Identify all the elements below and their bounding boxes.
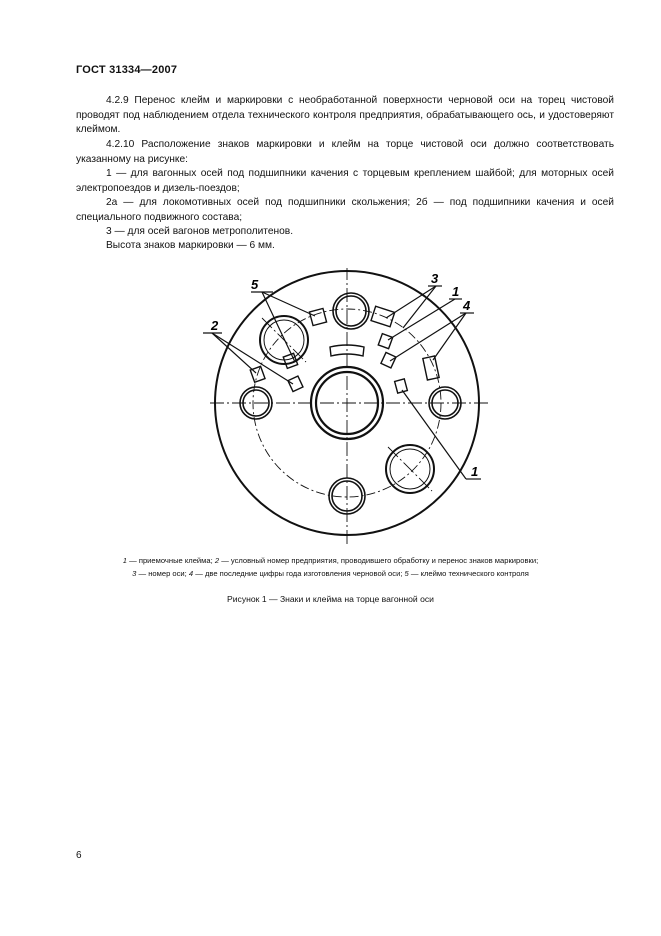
marking-acceptance-stamp-top [378, 334, 392, 349]
paragraph-4-2-9: 4.2.9 Перенос клейм и маркировки с необработанной поверхности черновой оси на торец чистовой проводят под наблюдением отдела технического контроля предприятия, обрабатывающего ось, и удостоверяют клеймом. [76, 95, 614, 136]
label-1-bottom: 1 [471, 464, 479, 479]
paragraph-item-1: 1 — для вагонных осей под подшипники качения с торцевым креплением шайбой; для моторных осей электропоездов и дизель-поездов; [76, 168, 614, 194]
label-2: 2 [211, 318, 219, 333]
bolt-hole-top [333, 293, 369, 329]
document-header: ГОСТ 31334—2007 [76, 64, 178, 76]
marking-acceptance-stamp-mid [381, 352, 396, 368]
paragraph-4-2-10: 4.2.10 Расположение знаков маркировки и клейм на торце чистовой оси должно соответствовать указанному на рисунке: [76, 139, 614, 165]
paragraph-item-2: 2а — для локомотивных осей под подшипники скольжения; 2б — под подшипники качения и осей специального подвижного состава; [76, 197, 614, 223]
marking-stamp-top [309, 308, 326, 325]
figure-caption: Рисунок 1 — Знаки и клейма на торце вагонной оси [227, 594, 434, 604]
page-number: 6 [76, 850, 82, 861]
figure-legend-line-2: 3 — номер оси; 4 — две последние цифры года изготовления черновой оси; 5 — клеймо технического контроля [132, 569, 529, 578]
figure-legend-line-1: 1 — приемочные клейма; 2 — условный номер предприятия, проводившего обработку и перенос знаков маркировки; [122, 556, 539, 565]
label-4: 4 [463, 298, 471, 313]
paragraph-marking-height: Высота знаков маркировки — 6 мм. [106, 240, 275, 251]
marking-inspection-stamp [288, 376, 303, 392]
label-5: 5 [251, 277, 259, 292]
axle-end-drawing [160, 268, 500, 548]
marking-acceptance-stamp-low [395, 379, 408, 393]
label-1-top: 1 [452, 284, 460, 299]
paragraph-item-3: 3 — для осей вагонов метрополитенов. [106, 226, 294, 237]
label-3: 3 [431, 271, 439, 286]
